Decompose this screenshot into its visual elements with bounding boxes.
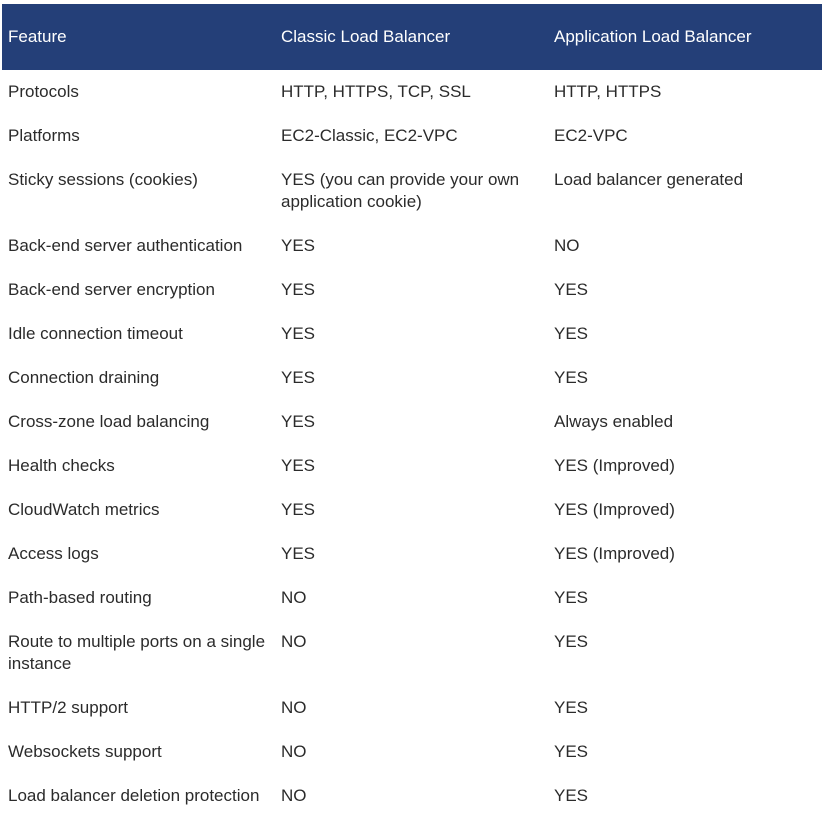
header-feature: Feature: [8, 27, 67, 46]
table-row: [2, 532, 822, 576]
application-cell: YES: [554, 588, 589, 607]
feature-cell: Protocols: [8, 82, 79, 101]
feature-cell: Health checks: [8, 456, 115, 475]
feature-cell: Access logs: [8, 544, 99, 563]
table-row: [2, 576, 822, 620]
feature-cell: Load balancer deletion protection: [8, 786, 260, 805]
classic-cell: NO: [281, 786, 307, 805]
table-row: [2, 70, 822, 114]
classic-cell: YES: [281, 324, 316, 343]
application-cell: YES: [554, 324, 589, 343]
table-row: [2, 730, 822, 774]
table-row: [2, 444, 822, 488]
application-cell: YES (Improved): [554, 500, 675, 519]
application-cell: YES: [554, 742, 589, 761]
table-row: [2, 400, 822, 444]
classic-cell: YES: [281, 456, 316, 475]
application-cell: Load balancer generated: [554, 170, 744, 189]
comparison-table-container: [2, 4, 822, 818]
table-row: [2, 224, 822, 268]
classic-cell: YES: [281, 236, 316, 255]
application-cell: YES: [554, 786, 589, 805]
feature-cell: Cross-zone load balancing: [8, 412, 210, 431]
feature-cell: Websockets support: [8, 742, 162, 761]
feature-cell: HTTP/2 support: [8, 698, 128, 717]
classic-cell: HTTP, HTTPS, TCP, SSL: [281, 82, 471, 101]
application-cell: NO: [554, 236, 580, 255]
table-row: [2, 620, 822, 686]
feature-cell: Connection draining: [8, 368, 160, 387]
table-row: [2, 488, 822, 532]
feature-cell: Platforms: [8, 126, 80, 145]
table-header: [2, 4, 822, 70]
load-balancer-comparison-table: [2, 4, 822, 818]
feature-cell: CloudWatch metrics: [8, 500, 160, 519]
classic-cell: YES: [281, 368, 316, 387]
classic-cell: YES: [281, 280, 316, 299]
feature-cell: Sticky sessions (cookies): [8, 170, 198, 189]
classic-cell: YES: [281, 500, 316, 519]
feature-cell: Idle connection timeout: [8, 324, 183, 343]
application-cell: YES: [554, 632, 589, 651]
table-row: [2, 774, 822, 818]
application-cell: YES (Improved): [554, 456, 675, 475]
feature-cell: Path-based routing: [8, 588, 152, 607]
classic-cell: EC2-Classic, EC2-VPC: [281, 126, 458, 145]
application-cell: YES (Improved): [554, 544, 675, 563]
application-cell: Always enabled: [554, 412, 674, 431]
header-classic-load-balancer: Classic Load Balancer: [281, 27, 451, 46]
classic-cell: YES: [281, 412, 316, 431]
table-row: [2, 114, 822, 158]
classic-cell: YES: [281, 544, 316, 563]
table-row: [2, 158, 822, 224]
table-body: [2, 70, 822, 818]
table-row: [2, 312, 822, 356]
classic-cell: NO: [281, 698, 307, 717]
application-cell: EC2-VPC: [554, 126, 628, 145]
header-row: [2, 4, 822, 70]
table-row: [2, 268, 822, 312]
application-cell: YES: [554, 368, 589, 387]
classic-cell: NO: [281, 632, 307, 651]
application-cell: YES: [554, 280, 589, 299]
classic-cell: NO: [281, 742, 307, 761]
feature-cell: Back-end server encryption: [8, 280, 215, 299]
classic-cell: NO: [281, 588, 307, 607]
table-row: [2, 356, 822, 400]
feature-cell: Back-end server authentication: [8, 236, 243, 255]
table-row: [2, 686, 822, 730]
feature-cell: Route to multiple ports on a single instance: [8, 632, 266, 673]
header-application-load-balancer: Application Load Balancer: [554, 27, 752, 46]
application-cell: HTTP, HTTPS: [554, 82, 662, 101]
classic-cell: YES (you can provide your own application cookie): [281, 170, 520, 211]
application-cell: YES: [554, 698, 589, 717]
